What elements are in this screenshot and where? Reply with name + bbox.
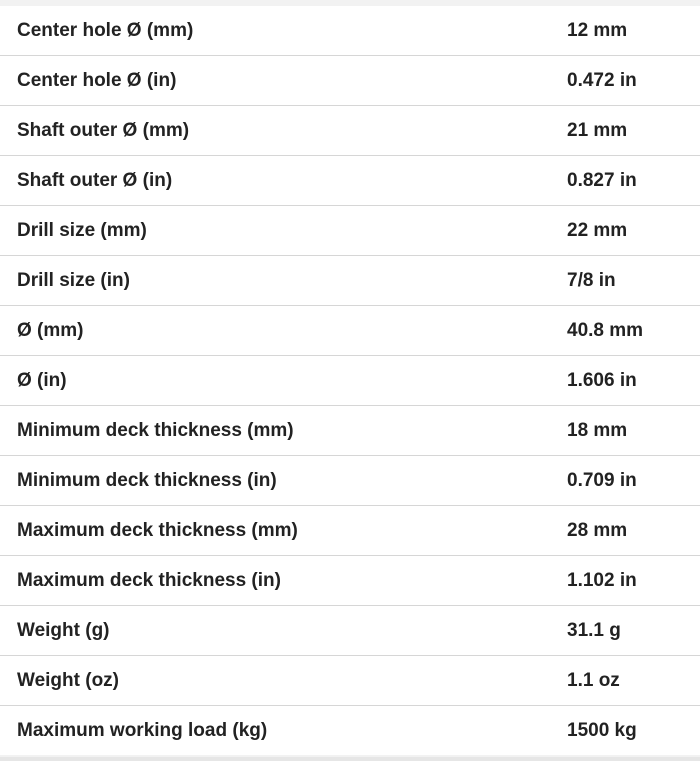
- spec-row-drill-size-in: [0, 256, 700, 306]
- bottom-divider: [0, 757, 700, 761]
- spec-label: Ø (mm): [17, 319, 84, 341]
- spec-row-min-deck-thickness-in: [0, 456, 700, 506]
- spec-value: 0.709 in: [567, 469, 637, 491]
- spec-label: Minimum deck thickness (in): [17, 469, 277, 491]
- spec-row-drill-size-mm: [0, 206, 700, 256]
- spec-value: 1.606 in: [567, 369, 637, 391]
- spec-label: Shaft outer Ø (in): [17, 169, 173, 191]
- specifications-table: [0, 6, 700, 755]
- spec-value: 18 mm: [567, 419, 628, 441]
- spec-row-shaft-outer-in: [0, 156, 700, 206]
- spec-label: Center hole Ø (mm): [17, 19, 194, 41]
- spec-value: 12 mm: [567, 19, 628, 41]
- spec-label: Shaft outer Ø (mm): [17, 119, 190, 141]
- spec-row-weight-g: [0, 606, 700, 656]
- spec-value: 28 mm: [567, 519, 628, 541]
- spec-row-center-hole-in: [0, 56, 700, 106]
- spec-value: 0.472 in: [567, 69, 637, 91]
- spec-value: 40.8 mm: [567, 319, 644, 341]
- spec-value: 0.827 in: [567, 169, 637, 191]
- spec-row-min-deck-thickness-mm: [0, 406, 700, 456]
- spec-label: Weight (oz): [17, 669, 120, 691]
- spec-label: Weight (g): [17, 619, 110, 641]
- spec-label: Drill size (in): [17, 269, 130, 291]
- spec-value: 22 mm: [567, 219, 628, 241]
- spec-label: Center hole Ø (in): [17, 69, 177, 91]
- spec-row-diameter-in: [0, 356, 700, 406]
- spec-label: Maximum working load (kg): [17, 719, 268, 741]
- spec-label: Maximum deck thickness (mm): [17, 519, 298, 541]
- spec-row-max-deck-thickness-in: [0, 556, 700, 606]
- spec-row-max-deck-thickness-mm: [0, 506, 700, 556]
- spec-label: Minimum deck thickness (mm): [17, 419, 294, 441]
- spec-row-max-working-load-kg: [0, 706, 700, 755]
- spec-value: 31.1 g: [567, 619, 621, 641]
- spec-label: Drill size (mm): [17, 219, 147, 241]
- spec-value: 21 mm: [567, 119, 628, 141]
- spec-value: 7/8 in: [567, 269, 616, 291]
- spec-label: Maximum deck thickness (in): [17, 569, 281, 591]
- spec-label: Ø (in): [17, 369, 67, 391]
- spec-row-center-hole-mm: [0, 6, 700, 56]
- spec-row-weight-oz: [0, 656, 700, 706]
- spec-value: 1500 kg: [567, 719, 637, 741]
- spec-row-diameter-mm: [0, 306, 700, 356]
- spec-row-shaft-outer-mm: [0, 106, 700, 156]
- spec-value: 1.102 in: [567, 569, 637, 591]
- spec-value: 1.1 oz: [567, 669, 620, 691]
